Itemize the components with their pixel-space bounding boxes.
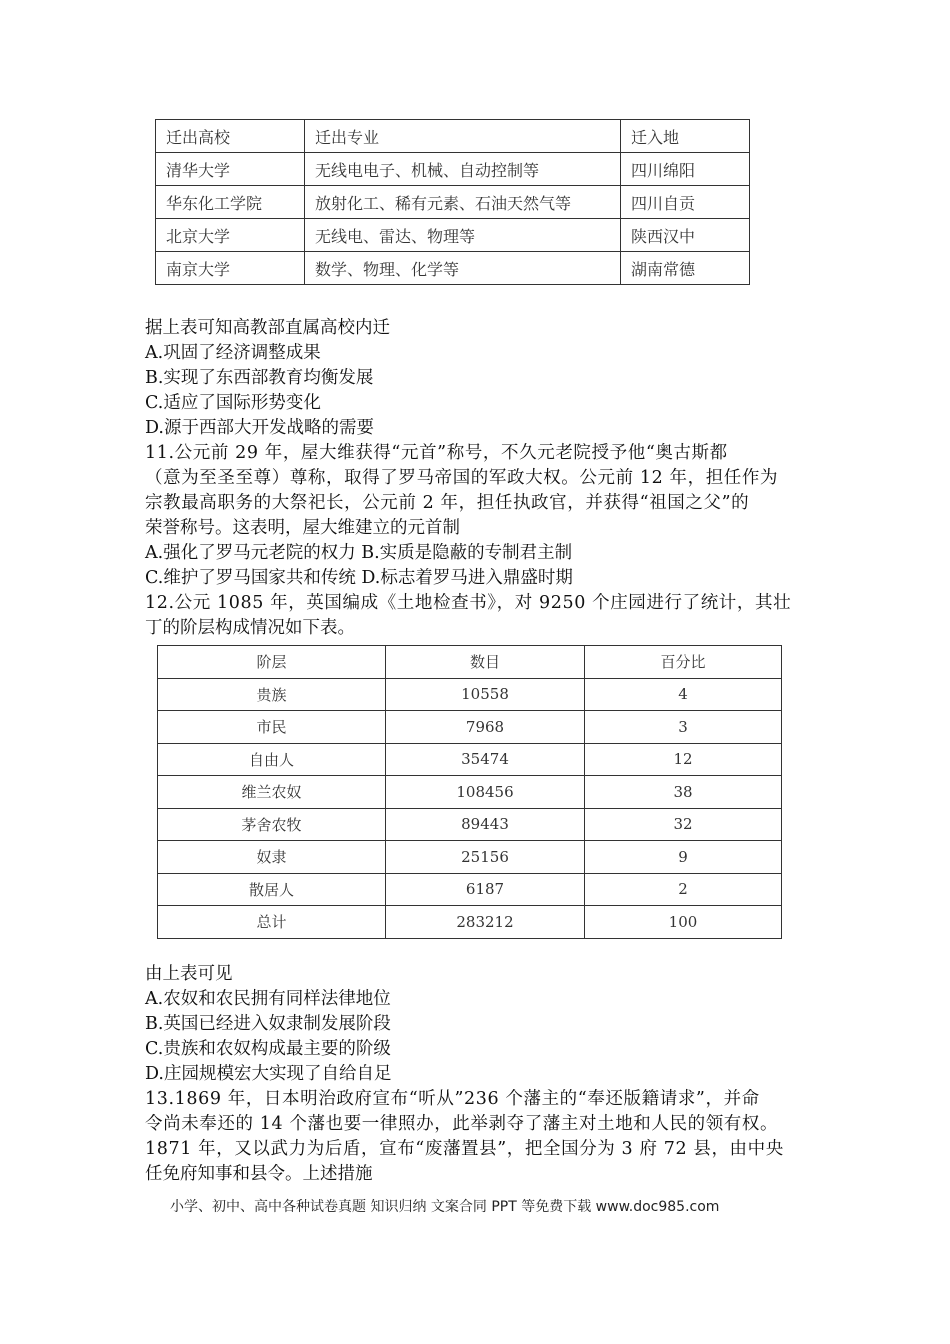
question-12-line: 12.公元 1085 年，英国编成《土地检查书》，对 9250 个庄园进行了统计，其壮 <box>145 593 792 613</box>
question-11-line: （意为至圣至尊）尊称，取得了罗马帝国的军政大权。公元前 12 年，担任作为 <box>145 468 779 488</box>
table-cell: 总计 <box>158 906 386 939</box>
table-cell: 奴隶 <box>158 841 386 874</box>
option-b: B.实现了东西部教育均衡发展 <box>145 368 374 388</box>
table-cell: 贵族 <box>158 678 386 711</box>
table-row <box>156 186 750 219</box>
question-11-line: 宗教最高职务的大祭祀长，公元前 2 年，担任执政官，并获得“祖国之父”的 <box>145 493 750 513</box>
question-10-stem: 据上表可知高教部直属高校内迁 <box>145 318 390 338</box>
question-13-line: 1871 年，又以武力为后盾，宣布“废藩置县”，把全国分为 3 府 72 县，由中央 <box>145 1139 784 1159</box>
question-12-stem: 由上表可见 <box>145 964 233 984</box>
table-row <box>158 776 782 809</box>
table-header-cell: 迁出专业 <box>305 120 621 153</box>
table-cell: 市民 <box>158 711 386 744</box>
table-cell: 10558 <box>386 678 585 711</box>
table-cell: 12 <box>585 743 782 776</box>
table-row <box>158 711 782 744</box>
table-row <box>158 873 782 906</box>
question-13-line: 令尚未奉还的 14 个藩也要一律照办，此举剥夺了藩主对土地和人民的领有权。 <box>145 1114 779 1134</box>
question-11-line: 荣誉称号。这表明，屋大维建立的元首制 <box>145 518 460 538</box>
table-row <box>156 219 750 252</box>
table-cell: 湖南常德 <box>621 252 750 285</box>
table-row <box>156 153 750 186</box>
table-row <box>156 252 750 285</box>
table-cell: 维兰农奴 <box>158 776 386 809</box>
question-13-line: 任免府知事和县令。上述措施 <box>145 1164 373 1184</box>
table-cell: 7968 <box>386 711 585 744</box>
table-cell: 无线电、雷达、物理等 <box>305 219 621 252</box>
question-13-line: 13.1869 年，日本明治政府宣布“听从”236 个藩主的“奉还版籍请求”，并命 <box>145 1089 760 1109</box>
table-row <box>158 841 782 874</box>
table-cell: 四川自贡 <box>621 186 750 219</box>
table-header-cell: 阶层 <box>158 646 386 679</box>
table-cell: 放射化工、稀有元素、石油天然气等 <box>305 186 621 219</box>
table-cell: 陕西汉中 <box>621 219 750 252</box>
option-d: D.源于西部大开发战略的需要 <box>145 418 374 438</box>
option-b: B.英国已经进入奴隶制发展阶段 <box>145 1014 391 1034</box>
table-cell: 2 <box>585 873 782 906</box>
table-cell: 自由人 <box>158 743 386 776</box>
table-row <box>158 906 782 939</box>
table-cell: 9 <box>585 841 782 874</box>
table-header-cell: 数目 <box>386 646 585 679</box>
school-relocation-table <box>155 119 750 285</box>
table-cell: 清华大学 <box>156 153 305 186</box>
table-cell: 南京大学 <box>156 252 305 285</box>
table-cell: 无线电电子、机械、自动控制等 <box>305 153 621 186</box>
option-a: A.巩固了经济调整成果 <box>145 343 321 363</box>
table-header-row <box>158 646 782 679</box>
table-cell: 数学、物理、化学等 <box>305 252 621 285</box>
table-cell: 4 <box>585 678 782 711</box>
table-header-row <box>156 120 750 153</box>
question-12-line: 丁的阶层构成情况如下表。 <box>145 618 355 638</box>
footer-link-text[interactable]: 小学、初中、高中各种试卷真题 知识归纳 文案合同 PPT 等免费下载 www.doc985.com <box>170 1199 720 1215</box>
table-header-cell: 迁出高校 <box>156 120 305 153</box>
question-11-line: 11.公元前 29 年，屋大维获得“元首”称号，不久元老院授予他“奥古斯都 <box>145 443 728 463</box>
option-c: C.贵族和农奴构成最主要的阶级 <box>145 1039 391 1059</box>
table-row <box>158 808 782 841</box>
option-a: A.农奴和农民拥有同样法律地位 <box>145 989 391 1009</box>
table-cell: 散居人 <box>158 873 386 906</box>
table-header-cell: 百分比 <box>585 646 782 679</box>
table-cell: 北京大学 <box>156 219 305 252</box>
table-header-cell: 迁入地 <box>621 120 750 153</box>
table-cell: 108456 <box>386 776 585 809</box>
option-c: C.适应了国际形势变化 <box>145 393 321 413</box>
table-cell: 35474 <box>386 743 585 776</box>
table-cell: 华东化工学院 <box>156 186 305 219</box>
option-cd: C.维护了罗马国家共和传统 D.标志着罗马进入鼎盛时期 <box>145 568 573 588</box>
table-cell: 25156 <box>386 841 585 874</box>
table-cell: 283212 <box>386 906 585 939</box>
table-cell: 89443 <box>386 808 585 841</box>
table-cell: 6187 <box>386 873 585 906</box>
table-row <box>158 743 782 776</box>
table-row <box>158 678 782 711</box>
social-class-table <box>157 645 782 939</box>
table-cell: 3 <box>585 711 782 744</box>
table-cell: 32 <box>585 808 782 841</box>
option-ab: A.强化了罗马元老院的权力 B.实质是隐蔽的专制君主制 <box>145 543 573 563</box>
option-d: D.庄园规模宏大实现了自给自足 <box>145 1064 392 1084</box>
table-cell: 四川绵阳 <box>621 153 750 186</box>
table-cell: 38 <box>585 776 782 809</box>
table-cell: 100 <box>585 906 782 939</box>
table-cell: 茅舍农牧 <box>158 808 386 841</box>
